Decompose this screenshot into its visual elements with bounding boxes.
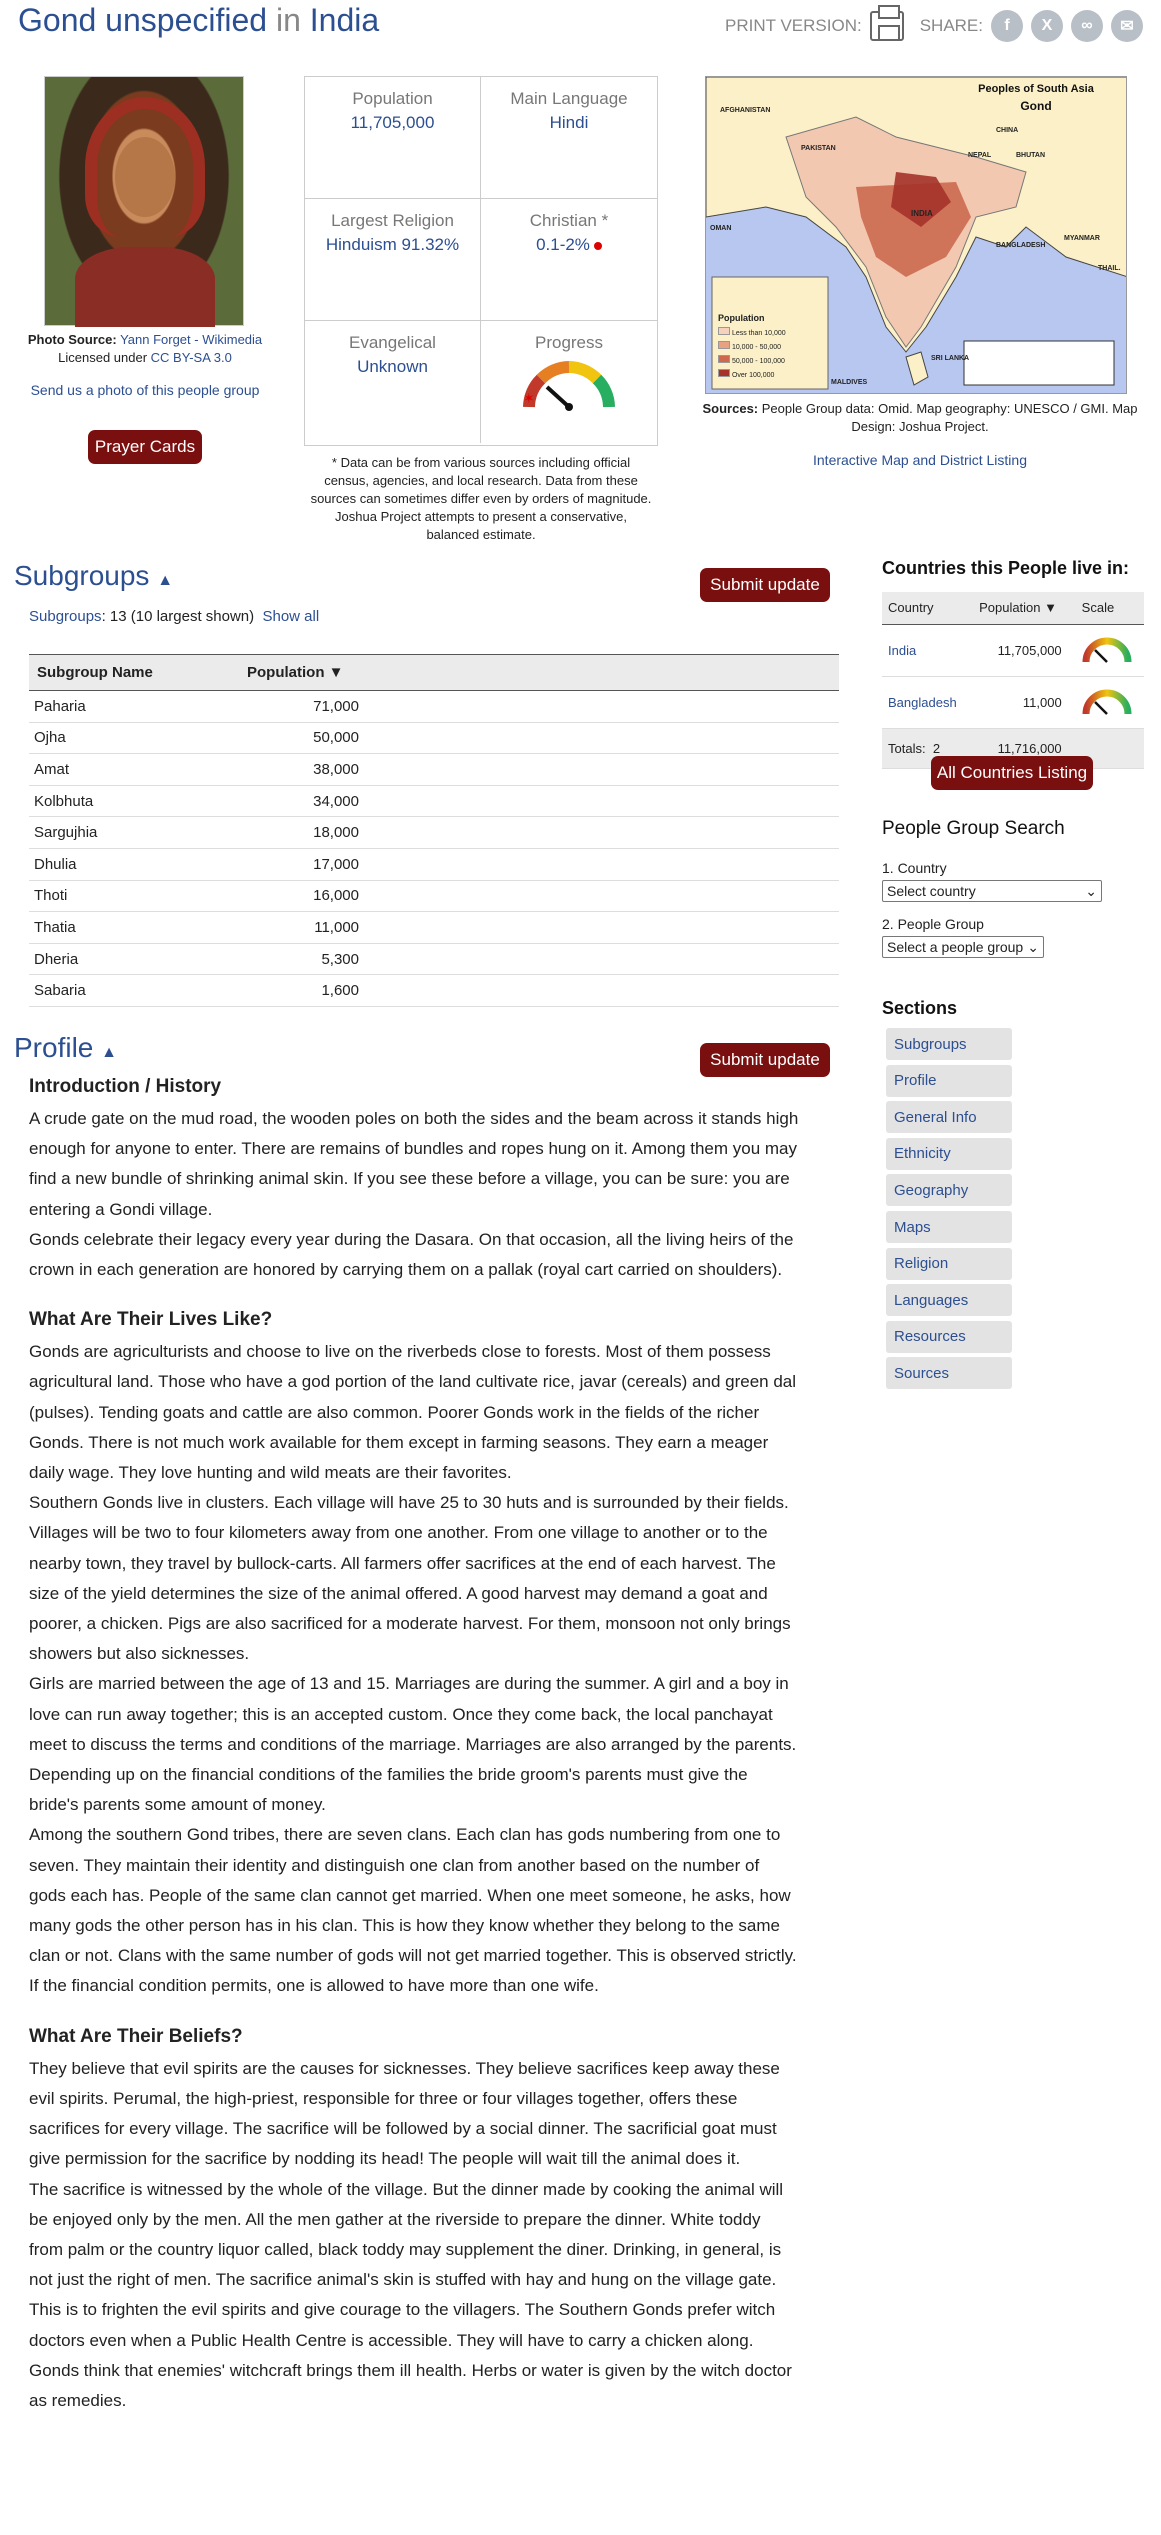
map-sources-text: People Group data: Omid. Map geography: UNESCO / GMI. Map Design: Joshua Project. bbox=[761, 401, 1138, 434]
subgroup-name: Thatia bbox=[29, 912, 239, 944]
facebook-icon[interactable]: f bbox=[991, 10, 1023, 42]
map-sources-label: Sources: bbox=[702, 401, 759, 416]
subgroups-submit-button[interactable]: Submit update bbox=[700, 568, 830, 602]
table-row bbox=[29, 975, 839, 1007]
search-heading: People Group Search bbox=[882, 818, 1065, 839]
group-label: 2. People Group bbox=[882, 916, 984, 932]
christian-label: Christian * bbox=[529, 211, 609, 230]
col-country[interactable]: Country bbox=[882, 592, 973, 624]
map-label-thailand: THAIL. bbox=[1098, 265, 1121, 272]
country-link[interactable]: India bbox=[888, 642, 917, 658]
subgroup-population: 38,000 bbox=[239, 754, 359, 786]
license-link[interactable]: CC BY-SA 3.0 bbox=[150, 350, 232, 365]
subgroups-count bbox=[29, 608, 319, 625]
population-cell bbox=[305, 77, 481, 199]
status-dot-icon bbox=[594, 242, 602, 250]
people-group-select[interactable]: Select a people group ⌄ bbox=[882, 936, 1044, 958]
interactive-map bbox=[700, 452, 1140, 468]
map-sources bbox=[700, 400, 1140, 436]
col-country-population[interactable]: Population ▼ bbox=[973, 592, 1076, 624]
section-link-subgroups[interactable]: Subgroups bbox=[886, 1028, 1012, 1060]
subgroups-table bbox=[29, 654, 839, 1007]
country-population: 11,705,000 bbox=[973, 624, 1076, 676]
map-label-china: CHINA bbox=[996, 127, 1019, 134]
profile-body bbox=[29, 1072, 799, 2416]
map-legend-title: Population bbox=[718, 313, 765, 323]
page-title bbox=[18, 2, 379, 39]
beliefs-paragraph: The sacrifice is witnessed by the whole of the village. But the dinner made by cooking the animal will be enjoyed only by the men. All the men gather at the riverside to prepare the dinner. White toddy from palm or the country liquor called, black toddy may supplement the diner. Drinking, in general, is not just the right of men. The sacrifice animal's skin is stuffed with hay and hung on the village gate. This is to frighten the evil spirits and give courage to the villagers. The Southern Gonds prefer witch doctors even when a Public Health Centre is accessible. They will have to carry a chicken along. Gonds think that enemies' witchcraft brings them ill health. Herbs or water is given by the witch doctor as remedies. bbox=[29, 2179, 792, 2410]
subgroup-name: Kolbhuta bbox=[29, 785, 239, 817]
section-link-profile[interactable]: Profile bbox=[886, 1065, 1012, 1097]
progress-cell bbox=[481, 321, 657, 443]
progress-label: Progress bbox=[534, 333, 604, 352]
subgroup-population: 17,000 bbox=[239, 848, 359, 880]
subgroup-name: Thoti bbox=[29, 880, 239, 912]
title-people: Gond unspecified bbox=[18, 2, 268, 38]
table-row bbox=[29, 880, 839, 912]
map-subtitle: Gond bbox=[1020, 99, 1052, 113]
section-link-ethnicity[interactable]: Ethnicity bbox=[886, 1138, 1012, 1170]
subgroups-count-text: : 13 (10 largest shown) bbox=[101, 608, 255, 625]
legend-item: Less than 10,000 bbox=[731, 330, 786, 337]
map-label-pakistan: PAKISTAN bbox=[801, 145, 836, 152]
language-value[interactable]: Hindi bbox=[549, 113, 589, 132]
religion-value[interactable]: Hinduism 91.32% bbox=[325, 235, 460, 254]
section-link-general-info[interactable]: General Info bbox=[886, 1101, 1012, 1133]
collapse-caret-icon: ▲ bbox=[101, 1044, 117, 1061]
subgroup-population: 34,000 bbox=[239, 785, 359, 817]
map-title: Peoples of South Asia bbox=[978, 83, 1094, 95]
map-label-sri-lanka: SRI LANKA bbox=[931, 355, 970, 362]
subgroup-name: Dhulia bbox=[29, 848, 239, 880]
intro-paragraph: A crude gate on the mud road, the wooden poles on both the sides and the beam across it stands high enough for anyone to enter. There are remains of bundles and ropes hung on it. Among them you may find a new bundle of shrinking animal skin. If you see these before a village, you can be sure: you are entering a Gondi village. bbox=[29, 1109, 799, 1219]
email-icon[interactable]: ✉ bbox=[1111, 10, 1143, 42]
printer-icon[interactable] bbox=[870, 11, 904, 41]
map-label-myanmar: MYANMAR bbox=[1064, 235, 1100, 242]
subgroups-count-label: Subgroups bbox=[29, 608, 102, 625]
lives-paragraph: Gonds are agriculturists and choose to live on the riverbeds close to forests. Most of them possess agricultural land. Those who have a god portion of the land cultivate rice, javar (cereals) and green dal (pulses). Tending goats and cattle are also common. Poorer Gonds work in the fields of the richer Gonds. There is not much work available for them except in farming seasons. They earn a meager daily wage. They love hunting and wild meats are their favorites. bbox=[29, 1342, 797, 1483]
subgroup-name: Amat bbox=[29, 754, 239, 786]
print-label: PRINT VERSION: bbox=[725, 16, 862, 35]
stats-grid bbox=[304, 76, 658, 446]
subgroup-population: 11,000 bbox=[239, 912, 359, 944]
link-icon[interactable]: ∞ bbox=[1071, 10, 1103, 42]
photo-license bbox=[0, 350, 290, 365]
top-actions bbox=[725, 10, 1143, 42]
table-row bbox=[29, 754, 839, 786]
show-all-link[interactable]: Show all bbox=[262, 608, 320, 625]
subgroup-name: Sabaria bbox=[29, 975, 239, 1007]
beliefs-paragraph: They believe that evil spirits are the causes for sicknesses. They believe sacrifices keep away these evil spirits. Perumal, the high-priest, responsible for three or four villages together, offers these sacrifices for every village. The sacrifice will be followed by a social dinner. The sacrificial goat must give permission for the sacrifice by nodding its head! The people will wait till the animal does it. bbox=[29, 2058, 780, 2169]
population-value[interactable]: 11,705,000 bbox=[350, 113, 435, 132]
subgroup-population: 1,600 bbox=[239, 975, 359, 1007]
collapse-caret-icon: ▲ bbox=[157, 572, 174, 589]
lives-paragraph: Southern Gonds live in clusters. Each village will have 25 to 30 huts and is surrounded by their fields. Villages will be two to four kilometers away from one another. From one village to another or to the nearby town, they travel by bullock-carts. All farmers offer sacrifices at the end of each harvest. The size of the yield determines the size of the animal offered. A good harvest may demand a goat and poorer, a chicken. Pigs are also sacrificed for a moderate harvest. For them, monsoon not only brings showers but also sicknesses. bbox=[29, 1493, 791, 1664]
lives-paragraph: Among the southern Gond tribes, there are seven clans. Each clan has gods numbering from one to seven. They maintain their identity and distinguish one clan from another based on the number of gods each has. People of the same clan cannot get married. When one meet someone, he asks, how many gods the other person has in his clan. This is how they know whether they belong to the same clan or not. Clans with the same number of gods will not get married together. This is observed strictly. If the financial condition permits, one is allowed to have more than one wife. bbox=[29, 1825, 797, 1996]
section-link-geography[interactable]: Geography bbox=[886, 1174, 1012, 1206]
subgroup-name: Sargujhia bbox=[29, 817, 239, 849]
subgroup-population: 16,000 bbox=[239, 880, 359, 912]
subgroup-name: Paharia bbox=[29, 691, 239, 723]
share-label: SHARE: bbox=[919, 16, 983, 35]
legend-item: 50,000 - 100,000 bbox=[731, 358, 785, 365]
scale-gauge-icon[interactable] bbox=[1082, 688, 1132, 716]
interactive-map-link[interactable]: Interactive Map and District Listing bbox=[813, 452, 1027, 468]
christian-value[interactable]: 0.1-2% bbox=[536, 235, 590, 254]
legend-item: 10,000 - 50,000 bbox=[731, 344, 781, 351]
table-row bbox=[29, 912, 839, 944]
country-row bbox=[882, 676, 1144, 728]
subgroup-population: 71,000 bbox=[239, 691, 359, 723]
evangelical-cell bbox=[305, 321, 481, 443]
subgroup-population: 5,300 bbox=[239, 943, 359, 975]
country-row bbox=[882, 624, 1144, 676]
table-row bbox=[29, 817, 839, 849]
subgroup-name: Dheria bbox=[29, 943, 239, 975]
intro-heading: Introduction / History bbox=[29, 1076, 222, 1097]
map-label-afghanistan: AFGHANISTAN bbox=[720, 107, 771, 114]
language-cell bbox=[481, 77, 657, 199]
table-row bbox=[29, 722, 839, 754]
country-population: 11,000 bbox=[973, 676, 1076, 728]
intro-paragraph: Gonds celebrate their legacy every year during the Dasara. On that occasion, all the living heirs of the crown in each generation are honored by carrying them on a pallak (royal cart carried on shoulders). bbox=[29, 1229, 794, 1280]
map-label-bhutan: BHUTAN bbox=[1016, 152, 1046, 159]
totals-count: 2 bbox=[932, 740, 941, 756]
send-photo bbox=[0, 382, 290, 398]
photo-source-link[interactable]: Yann Forget - Wikimedia bbox=[120, 332, 263, 347]
people-map[interactable] bbox=[705, 76, 1127, 394]
subgroup-name: Ojha bbox=[29, 722, 239, 754]
people-photo bbox=[44, 76, 244, 326]
section-link-maps[interactable]: Maps bbox=[886, 1211, 1012, 1243]
population-label: Population bbox=[352, 89, 433, 108]
col-subgroup-name[interactable]: Subgroup Name bbox=[29, 655, 239, 691]
map-label-maldives: MALDIVES bbox=[831, 379, 868, 386]
progress-gauge-icon[interactable] bbox=[521, 357, 617, 411]
section-link-resources[interactable]: Resources bbox=[886, 1321, 1012, 1353]
prayer-cards-button[interactable]: Prayer Cards bbox=[88, 430, 202, 464]
evangelical-value: Unknown bbox=[357, 357, 428, 376]
country-select[interactable]: Select country ⌄ bbox=[882, 880, 1102, 902]
lives-paragraph: Girls are married between the age of 13 and 15. Marriages are during the summer. A girl and a boy in love can run away together; this is an accepted custom. Once they come back, the local panchayat meet to discuss the terms and conditions of the marriage. Marriages are also arranged by the parents. Depending up on the financial conditions of the families the bride groom's parents must give the bride's parents some amount of money. bbox=[29, 1674, 797, 1815]
map-label-oman: OMAN bbox=[710, 225, 732, 232]
chevron-down-icon: ⌄ bbox=[1085, 882, 1097, 899]
table-row bbox=[29, 943, 839, 975]
country-label: 1. Country bbox=[882, 860, 947, 876]
scale-gauge-icon[interactable] bbox=[1082, 636, 1132, 664]
section-link-religion[interactable]: Religion bbox=[886, 1248, 1012, 1280]
map-legend bbox=[718, 327, 786, 383]
send-photo-link[interactable]: Send us a photo of this people group bbox=[30, 382, 260, 398]
svg-text:✶: ✶ bbox=[523, 390, 535, 406]
legend-item: Over 100,000 bbox=[731, 372, 775, 379]
countries-heading: Countries this People live in: bbox=[882, 558, 1130, 578]
lives-heading: What Are Their Lives Like? bbox=[29, 1309, 273, 1331]
section-link-languages[interactable]: Languages bbox=[886, 1284, 1012, 1316]
profile-heading[interactable]: Profile ▲ bbox=[14, 1032, 117, 1063]
license-prefix: Licensed under bbox=[58, 350, 148, 365]
subgroup-population: 18,000 bbox=[239, 817, 359, 849]
totals-label: Totals: bbox=[888, 740, 926, 756]
col-population[interactable]: Population ▼ bbox=[239, 655, 359, 691]
country-link[interactable]: Bangladesh bbox=[888, 694, 957, 710]
all-countries-button[interactable]: All Countries Listing bbox=[931, 756, 1093, 790]
title-in: in bbox=[275, 2, 301, 38]
countries-table bbox=[882, 592, 1144, 769]
map-label-nepal: NEPAL bbox=[968, 152, 992, 159]
x-icon[interactable]: X bbox=[1031, 10, 1063, 42]
chevron-down-icon: ⌄ bbox=[1027, 938, 1039, 955]
data-note: * Data can be from various sources including official census, agencies, and local research. Data from these sources can sometimes differ even by orders of magnitude. Joshua Project attempts to present a conservative, balanced estimate. bbox=[310, 455, 652, 542]
col-scale: Scale bbox=[1076, 592, 1144, 624]
profile-submit-button[interactable]: Submit update bbox=[700, 1043, 830, 1077]
section-link-sources[interactable]: Sources bbox=[886, 1357, 1012, 1389]
title-country: India bbox=[309, 2, 380, 38]
photo-source bbox=[0, 332, 290, 347]
subgroup-population: 50,000 bbox=[239, 722, 359, 754]
language-label: Main Language bbox=[510, 89, 628, 108]
totals-population: 11,716,000 bbox=[973, 728, 1076, 768]
table-row bbox=[29, 848, 839, 880]
subgroups-heading[interactable]: Subgroups ▲ bbox=[14, 560, 174, 591]
religion-label: Largest Religion bbox=[331, 211, 454, 230]
sections-heading: Sections bbox=[882, 998, 958, 1018]
map-label-india: INDIA bbox=[911, 209, 933, 218]
christian-cell bbox=[481, 199, 657, 321]
evangelical-label: Evangelical bbox=[349, 333, 436, 352]
photo-source-label: Photo Source: bbox=[27, 332, 117, 347]
table-row bbox=[29, 785, 839, 817]
religion-cell bbox=[305, 199, 481, 321]
map-label-bangladesh: BANGLADESH bbox=[996, 242, 1046, 249]
table-row bbox=[29, 691, 839, 723]
beliefs-heading: What Are Their Beliefs? bbox=[29, 2025, 243, 2047]
